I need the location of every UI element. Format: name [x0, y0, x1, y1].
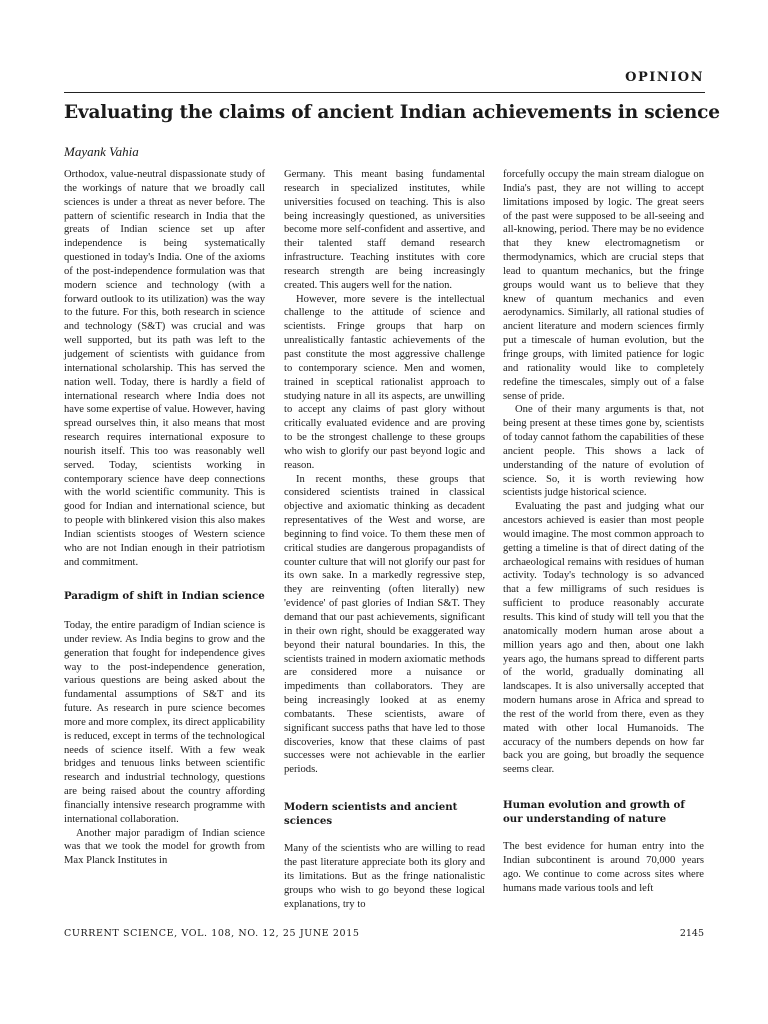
header-rule — [64, 92, 705, 93]
section-heading-paradigm: Paradigm of shift in Indian science — [64, 590, 265, 603]
article-title: Evaluating the claims of ancient Indian achievements in science — [64, 102, 720, 123]
paragraph: Germany. This meant basing fundamental research in specialized institutes, while universities focused on teaching. This is also being increasingly questioned, as universities become more self-confident and assertive, and their talented staff demand research infrastructure. Teaching institutes with core research strength are being increasingly created. This augers well for the nation. — [284, 169, 485, 291]
paragraph: Another major paradigm of Indian science was that we took the model for growth from Max Planck Institutes in — [64, 827, 265, 867]
section-heading-modern-scientists: Modern scientists and ancient sciences — [284, 801, 458, 827]
paragraph: Orthodox, value-neutral dispassionate study of the workings of nature that we broadly call sciences is under a threat as never before. The pattern of scientific research in India that the greats of Indian science set up after independence is being systematically questioned in today's India. One of the axioms of the post-independence formulation was that modern science and technology (with a forward outlook to its utilization) was the way to the future. For this, both research in science and technology (S&T) was crucial and was well supported, but its path was left to the judgement of scientists with guidance from international scholarship. This has served the nation well. Today, there is hardly a field of international research where India does not have some expertise of value. However, having spread ourselves thin, it also means that most research requires international exposure to nourish itself. This too was reasonably well served. Today, scientists working in contemporary science have deep connections with the world scientific community. This is good for Indian and international science, but to people with blinkered vision this also makes Indian scientists stooges of Western science who are not Indian enough in their patriotism and commitment. — [64, 169, 265, 568]
paragraph: The best evidence for human entry into the Indian subcontinent is around 70,000 years ago. We continue to come across sites where humans made various tools and left — [503, 841, 704, 894]
journal-citation: CURRENT SCIENCE, VOL. 108, NO. 12, 25 JUNE 2015 — [64, 928, 360, 939]
paragraph: In recent months, these groups that considered scientists trained in classical objective and axiomatic thinking as decadent representatives of the West and worse, are beginning to find voice. To them these men of critical studies are dangerous propagandists of counter culture that will not glorify our past for its own sake. In a markedly regressive step, they are reinventing (often literally) new 'evidence' of past glories of Indian S&T. They demand that our past achievements, significant in their own right, should be exaggerated way beyond their natural boundaries. In this, the scientists trained in modern axiomatic methods are considered more a nuisance or impediments than collaborators. They are being increasingly looked at as enemy combatants. These scientists, aware of significant success paths that have led to those discoveries, know that these claims of past successes were not achievable in the earlier periods. — [284, 473, 485, 776]
paragraph: Many of the scientists who are willing to read the past literature appreciate both its glory and its limitations. But as the fringe nationalistic groups who wish to go beyond these logical explanations, try to — [284, 843, 485, 910]
paragraph: Today, the entire paradigm of Indian science is under review. As India begins to grow and the generation that fought for independence gives way to the post-independence generation, various questions are being asked about the fundamental assumptions of S&T and its future. As research in pure science becomes more and more complex, its direct applicability is reduced, except in terms of the technological needs of science itself. With a few weak bridges and tenuous links between scientific research and industrial technology, questions are being raised about the country affording financially intensive research programme with international collaboration. — [64, 619, 265, 825]
paragraph: forcefully occupy the main stream dialogue on India's past, they are not willing to accept limitations imposed by logic. The great seers of the past were supposed to be all-seeing and all-knowing, period. There may be no evidence that they knew electromagnetism or thermodynamics, which are crucial steps that lead to quantum mechanics, but the fringe groups would want us to believe that they knew of quantum mechanics and even aerodynamics. Similarly, all rational studies of ancient literature and modern sciences firmly put a timescale of human evolution, but the fringe groups, with limited patience for logic and rationality would like to completely redefine the timescales, simply out of a false sense of pride. — [503, 169, 704, 402]
column-2 — [284, 168, 485, 911]
paragraph: Evaluating the past and judging what our ancestors achieved is easier than most people would imagine. The most common approach to getting a timeline is that of direct dating of the archaeological remains with residues of human activity. Today's technology is so advanced that a few milligrams of such residues is sufficient to produce reasonably accurate results. This kind of study will tell you that the anatomically modern human arose about a million years ago and then, about one lakh years ago, the humans spread to different parts of the world, gradually dominating all landscapes. It is also universally accepted that modern humans arose in Africa and spread to the rest of the world from there, even as they mated with other local Humanoids. The accuracy of the numbers depends on how far back you are going, but broadly the sequence seems clear. — [503, 501, 704, 776]
column-1 — [64, 168, 265, 868]
column-3 — [503, 168, 704, 896]
section-heading-human-evolution: Human evolution and growth of our understanding of nature — [503, 799, 685, 825]
paragraph: One of their many arguments is that, not being present at these times gone by, scientists of today cannot fathom the capabilities of these ancient people. This shows a lack of understanding of the nature of evolution of science. So, it is worth reviewing how scientists judge historical science. — [503, 404, 704, 499]
page-number: 2145 — [679, 928, 704, 939]
author-name: Mayank Vahia — [64, 144, 139, 159]
section-label: OPINION — [625, 70, 704, 85]
paragraph: However, more severe is the intellectual challenge to the attitude of science and scientists. Fringe groups that harp on unrealistically fantastic achievements of the past constitute the most aggressive challenge to contemporary science. Men and women, trained in sceptical rationalist approach to studying nature in all its aspects, are unwilling to accept any claims of past glory without critically evaluated evidence and are proving to be the strongest challenge to these groups who wish to glorify our past beyond logic and reason. — [284, 293, 485, 471]
